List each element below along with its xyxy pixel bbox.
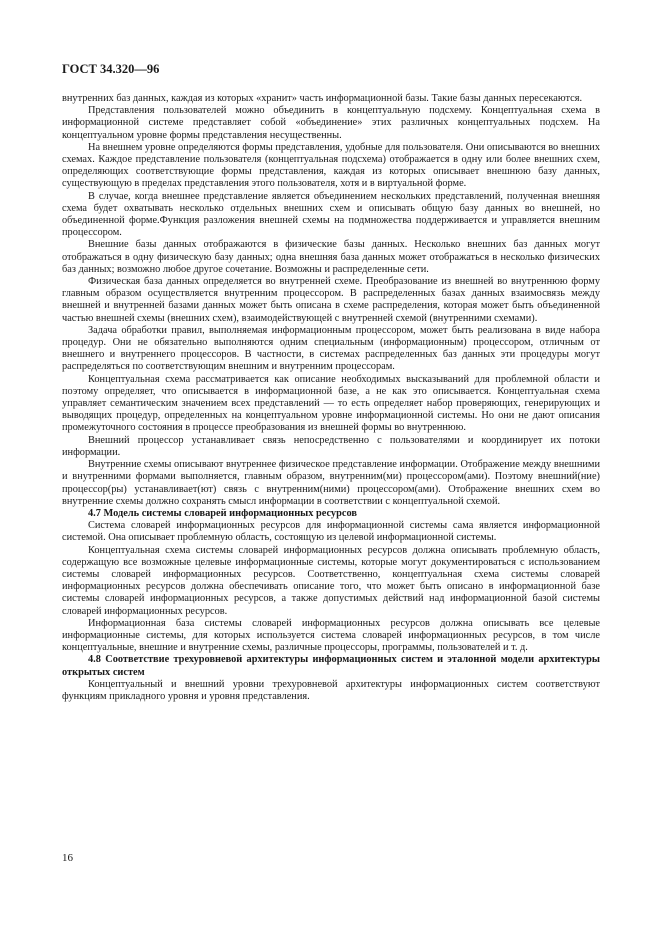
paragraph: На внешнем уровне определяются формы представления, удобные для пользователя. Они описываются во внешних схемах. Каждое представление пользователя (концептуальная подсхема) отображается в одну или более внешних схем, определяющих соответствующие формы представления, каждая из которых описывает внешнюю базу данных, существующую в пределах представления этого пользователя, хотя и в виртуальной форме. (62, 141, 600, 190)
paragraph: В случае, когда внешнее представление является объединением нескольких представлений, полученная внешняя схема будет охватывать несколько отдельных внешних схем и описывать общую базу данных во внешней, но объединенной форме.Функция разложения внешней схемы на подмножества поддерживается и управляется внешним процессором. (62, 190, 600, 239)
paragraph: Внешний процессор устанавливает связь непосредственно с пользователями и координирует их потоки информации. (62, 434, 600, 458)
section-heading-4-8: 4.8 Соответствие трехуровневой архитектуры информационных систем и эталонной модели архитектуры открытых систем (62, 654, 600, 678)
section-heading-4-7: 4.7 Модель системы словарей информационных ресурсов (88, 507, 357, 519)
paragraph: Концептуальная схема системы словарей информационных ресурсов должна описывать проблемную область, содержащую все возможные целевые информационные системы, которые могут документироваться с использованием системы словарей информационных ресурсов. Соответственно, концептуальная схема системы словарей информационных ресурсов должна обеспечивать описание того, что может быть описано в информационной базе системы словарей информационных ресурсов, а также допустимых действий над информационной базой системы словарей информационных ресурсов. (62, 544, 600, 617)
document-header: ГОСТ 34.320—96 (62, 62, 160, 76)
page-number: 16 (62, 852, 73, 864)
paragraph: Концептуальный и внешний уровни трехуровневой архитектуры информационных систем соответствуют функциям прикладного уровня и уровня представления. (62, 678, 600, 702)
paragraph: Концептуальная схема рассматривается как описание необходимых высказываний для проблемной области и поэтому определяет, что описывается в информационной базе, а не как это описывается. Концептуальная схема управляет семантическим значением всех представлений — то есть определяет набор проверяющих, генерирующих и выводящих процедур, определенных на концептуальном уровне информационной системы. Но они не дают описания промежуточного состояния в процессе преобразования из внешней формы во внутреннюю. (62, 373, 600, 434)
paragraph: Представления пользователей можно объединить в концептуальную подсхему. Концептуальная схема в информационной системе представляет собой «объединение» этих различных концептуальных подсхем. На концептуальном уровне формы представления несущественны. (62, 105, 600, 141)
paragraph: Система словарей информационных ресурсов для информационной системы сама является информационной системой. Она описывает проблемную область, состоящую из целевой информационной системы. (62, 520, 600, 544)
paragraph: Физическая база данных определяется во внутренней схеме. Преобразование из внешней во внутреннюю форму главным образом осуществляется внутренним процессором. В распределенных базах данных взаимосвязь между внешней и внутренней базами данных может быть описана в схеме распределения, которая может быть объединенной частью внешней схемы (внешних схем), взаимодействующей с внутренней схемой (внутренними схемами). (62, 276, 600, 324)
paragraph: Внешние базы данных отображаются в физические базы данных. Несколько внешних баз данных могут отображаться в одну физическую базу данных; одна внешняя база данных может отображаться в несколько физических баз данных; возможно любое другое сочетание. Возможны и распределенные сети. (62, 239, 600, 275)
paragraph: Внутренние схемы описывают внутреннее физическое представление информации. Отображение между внешними и внутренними формами выполняется, главным образом, внутренним(ми) процессором(ами). Поэтому внешний(ние) процессор(ры) устанавливает(ют) связь с внутренним(ними) процессором(ами). Отображение внешних схем во внутренние схемы должно сохранять смысл информации в соответствии с концептуальной схемой. (62, 459, 600, 507)
paragraph: Задача обработки правил, выполняемая информационным процессором, может быть реализована в виде набора процедур. Они не обязательно выполняются одним специальным (информационным) процессором, отличным от внешнего и внутреннего процессоров. В частности, в системах распределенных баз данных эти процедуры могут распределяться по соответствующим внешним и внутренним процессорам. (62, 324, 600, 373)
paragraph: внутренних баз данных, каждая из которых «хранит» часть информационной базы. Такие базы данных пересекаются. (62, 93, 583, 104)
document-body (62, 93, 600, 703)
paragraph: Информационная база системы словарей информационных ресурсов должна описывать все целевые информационные системы, для которых используется система словарей информационных ресурсов, в том числе концептуальные, внешние и внутренние схемы, различные процессоры, программы, пользователей и т. д. (62, 617, 600, 654)
